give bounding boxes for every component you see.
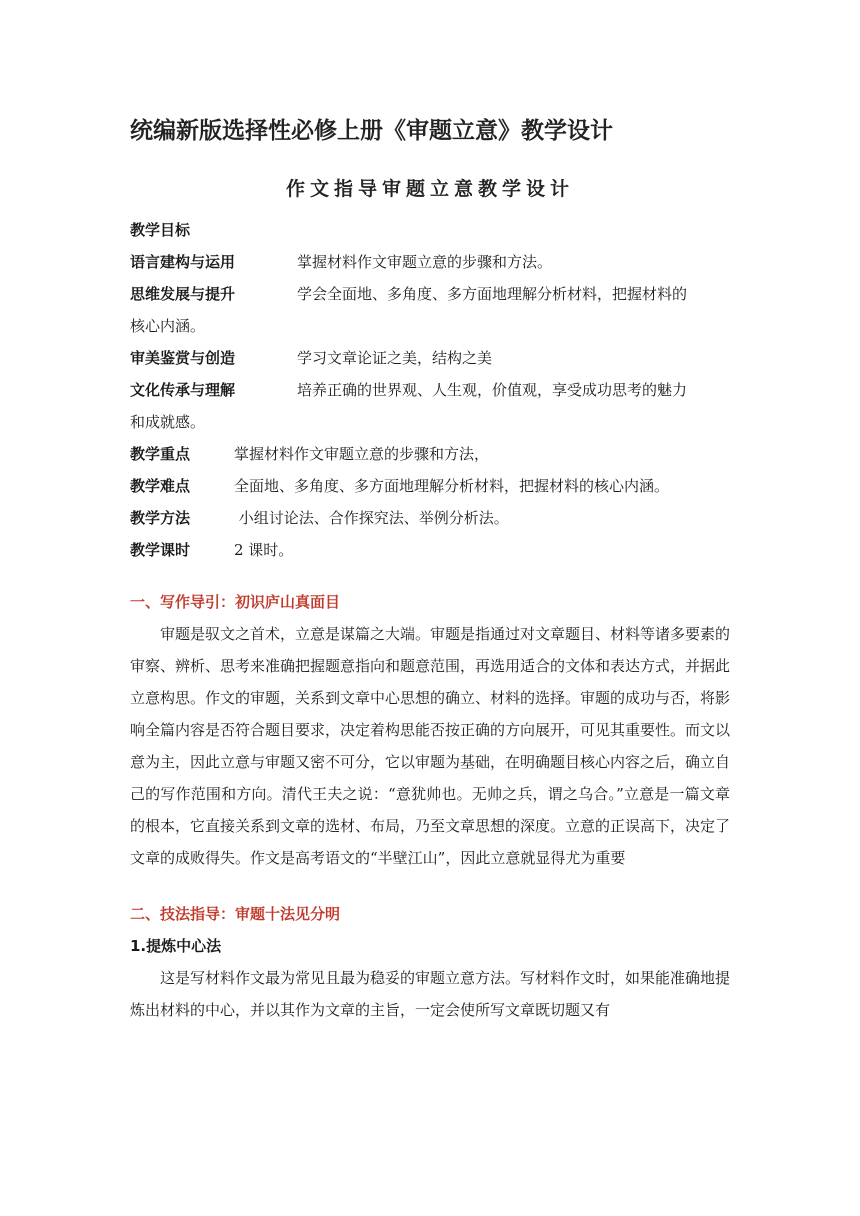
document-title: 统编新版选择性必修上册《审题立意》教学设计 [130, 118, 613, 144]
objective-label: 语言建构与运用 [130, 253, 236, 271]
method-heading: 1.提炼中心法 [130, 937, 222, 955]
section-heading: 二、技法指导：审题十法见分明 [130, 905, 341, 923]
document-body [130, 214, 730, 1026]
objective-continuation: 和成就感。 [130, 413, 206, 431]
key-point-text: 掌握材料作文审题立意的步骤和方法， [234, 445, 490, 463]
objective-row [130, 374, 730, 406]
objective-row [130, 246, 730, 278]
objective-text: 学会全面地、多角度、多方面地理解分析材料，把握材料的 [297, 285, 688, 303]
key-point-text: 2 课时。 [234, 541, 294, 559]
section-paragraph: 这是写材料作文最为常见且最为稳妥的审题立意方法。写材料作文时，如果能准确地提炼出材料的中心，并以其作为文章的主旨，一定会使所写文章既切题又有 [130, 969, 731, 1019]
section-heading: 一、写作导引：初识庐山真面目 [130, 593, 341, 611]
objective-label: 文化传承与理解 [130, 381, 236, 399]
key-point-label: 教学重点 [130, 445, 191, 463]
objective-text: 掌握材料作文审题立意的步骤和方法。 [297, 253, 553, 271]
objective-row [130, 278, 730, 310]
key-point-row [130, 502, 730, 534]
key-point-label: 教学方法 [130, 509, 191, 527]
key-point-row [130, 438, 730, 470]
objective-label: 思维发展与提升 [130, 285, 236, 303]
key-point-row [130, 534, 730, 566]
key-point-text: 小组讨论法、合作探究法、举例分析法。 [234, 509, 509, 527]
objective-text: 培养正确的世界观、人生观，价值观，享受成功思考的魅力 [297, 381, 688, 399]
document-subtitle: 作文指导审题立意教学设计 [285, 178, 574, 200]
key-point-text: 全面地、多角度、多方面地理解分析材料，把握材料的核心内涵。 [234, 477, 670, 495]
objective-row [130, 342, 730, 374]
objectives-heading: 教学目标 [130, 221, 191, 239]
section-paragraph: 审题是驭文之首术，立意是谋篇之大端。审题是指通过对文章题目、材料等诸多要素的审察、辨析、思考来准确把握题意指向和题意范围，再选用适合的文体和表达方式，并据此立意构思。作文的审题，关系到文章中心思想的确立、材料的选择。审题的成功与否，将影响全篇内容是否符合题目要求，决定着构思能否按正确的方向展开，可见其重要性。而文以意为主，因此立意与审题又密不可分，它以审题为基础，在明确题目核心内容之后，确立自己的写作范围和方向。清代王夫之说：“意犹帅也。无帅之兵，谓之乌合。”立意是一篇文章的根本，它直接关系到文章的选材、布局，乃至文章思想的深度。立意的正误高下，决定了文章的成败得失。作文是高考语文的“半壁江山”，因此立意就显得尤为重要 [130, 625, 731, 867]
objective-text: 学习文章论证之美，结构之美 [297, 349, 493, 367]
key-point-label: 教学课时 [130, 541, 191, 559]
objective-continuation: 核心内涵。 [130, 317, 206, 335]
objective-label: 审美鉴赏与创造 [130, 349, 236, 367]
key-point-row [130, 470, 730, 502]
key-point-label: 教学难点 [130, 477, 191, 495]
